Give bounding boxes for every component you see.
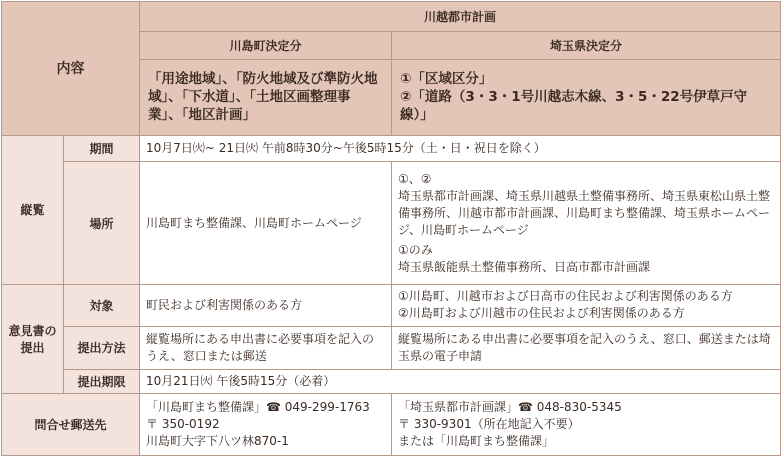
plan-title: 川越都市計画	[140, 2, 781, 32]
kawajima-header: 川島町決定分	[140, 31, 392, 59]
saitama-contact	[392, 394, 781, 456]
kawajima-target: 町民および利害関係のある方	[140, 285, 392, 326]
saitama-target	[392, 285, 781, 326]
saitama-target-1: ①川島町、川越市および日高市の住民および利害関係のある方	[398, 289, 733, 304]
saitama-place-body-1: 埼玉県都市計画課、埼玉県川越県土整備事務所、埼玉県東松山県土整備事務所、川越市都市計画課、川島町まち整備課、埼玉県ホームページ、川島町ホームページ	[398, 188, 771, 237]
kawajima-method: 縦覧場所にある申出書に必要事項を記入のうえ、窓口または郵送	[140, 326, 392, 369]
deadline-value: 10月21日㈫ 午後5時15分（必着）	[140, 369, 781, 394]
contact-label: 問合せ郵送先	[2, 394, 140, 456]
saitama-place-head-1: ①、②	[398, 171, 432, 186]
saitama-target-2: ②川島町および川越市の住民および利害関係のある方	[398, 306, 685, 321]
kawajima-contact-line-3: 川島町大字下八ツ林870-1	[146, 434, 289, 449]
saitama-method: 縦覧場所にある申出書に必要事項を記入のうえ、窓口、郵送または埼玉県の電子申請	[392, 326, 781, 369]
opinion-label: 意見書の提出	[2, 285, 64, 394]
saitama-place	[392, 162, 781, 285]
kawajima-contact	[140, 394, 392, 456]
saitama-contact-line-3: または「川島町まち整備課」	[398, 434, 555, 449]
saitama-item-1: ①「区域区分」	[400, 71, 493, 87]
saitama-header: 埼玉県決定分	[392, 31, 781, 59]
target-label: 対象	[64, 285, 140, 326]
saitama-contact-line-1: 「埼玉県都市計画課」☎ 048-830-5345	[398, 400, 622, 415]
saitama-item-2: ②「道路（3・3・1号川越志木線、3・5・22号伊草戸守線）」	[400, 89, 748, 123]
period-value: 10月7日㈫~ 21日㈫ 午前8時30分~午後5時15分（土・日・祝日を除く）	[140, 135, 781, 162]
period-label: 期間	[64, 135, 140, 162]
method-label: 提出方法	[64, 326, 140, 369]
saitama-place-body-2: 埼玉県飯能県土整備事務所、日高市都市計画課	[398, 259, 651, 274]
content-label: 内容	[2, 2, 140, 136]
saitama-contact-line-2: 〒 330-9301（所在地記入不要）	[398, 417, 580, 432]
kawajima-place: 川島町まち整備課、川島町ホームページ	[140, 162, 392, 285]
saitama-place-head-2: ①のみ	[398, 242, 433, 257]
deadline-label: 提出期限	[64, 369, 140, 394]
kawajima-contact-line-2: 〒 350-0192	[146, 417, 220, 432]
inspection-label: 縦覧	[2, 135, 64, 285]
city-planning-notice-table	[1, 1, 781, 456]
place-label: 場所	[64, 162, 140, 285]
saitama-items	[392, 59, 781, 135]
kawajima-contact-line-1: 「川島町まち整備課」☎ 049-299-1763	[146, 400, 370, 415]
kawajima-items: 「用途地域」、「防火地域及び準防火地域」、「下水道」、「土地区画整理事業」、「地区計画」	[140, 59, 392, 135]
